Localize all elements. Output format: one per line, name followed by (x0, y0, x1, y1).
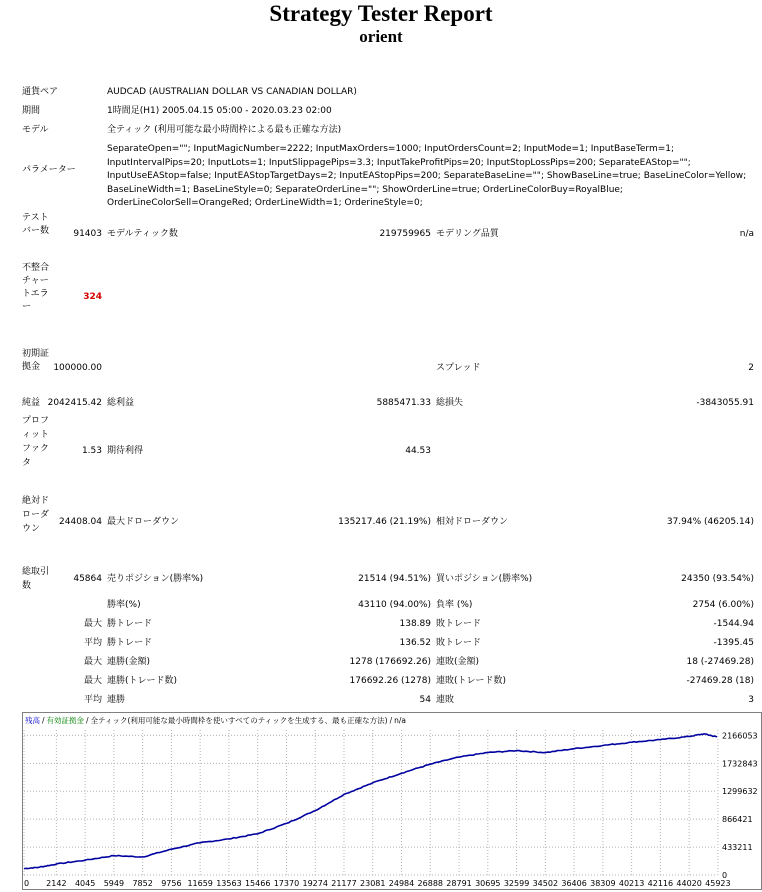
x-tick-label: 44020 (676, 879, 702, 888)
rel-dd-value: 37.94% (46205.14) (666, 517, 754, 527)
short-label: 売りポジション(勝率%) (107, 574, 204, 584)
avg-win-value: 136.52 (399, 638, 431, 648)
cons-win-count-value: 176692.26 (1278) (349, 676, 431, 686)
largest-loss-value: -1544.94 (713, 619, 754, 629)
cons-loss-money-value: 18 (-27469.28) (686, 657, 754, 667)
x-tick-label: 30695 (475, 879, 501, 888)
win-label: 勝率(%) (107, 600, 141, 610)
ticks-label: モデルティック数 (107, 229, 178, 239)
trades-label: 総取引数 (22, 567, 50, 591)
abs-dd-label: 絶対ドローダウン (22, 496, 50, 534)
loss-label: 負率 (%) (436, 600, 473, 610)
balance-chart (22, 712, 762, 890)
gross-loss-label: 総損失 (436, 398, 464, 408)
legend-sep-1: / (42, 716, 45, 725)
payoff-value: 44.53 (405, 446, 431, 456)
x-tick-label: 34502 (532, 879, 559, 888)
net-label: 純益 (22, 398, 41, 408)
avg-cons-win-label: 連勝 (107, 695, 126, 705)
bars-value: 91403 (73, 229, 102, 239)
x-tick-label: 13563 (216, 879, 242, 888)
symbol-label: 通貨ペア (22, 87, 59, 97)
x-tick-label: 32599 (503, 879, 530, 888)
legend-balance: 残高 (25, 716, 40, 725)
long-label: 買いポジション(勝率%) (436, 574, 533, 584)
rel-dd-label: 相対ドローダウン (436, 517, 509, 527)
x-tick-label: 17370 (273, 879, 300, 888)
avg-loss-value: -1395.45 (713, 638, 754, 648)
max-cons-money-word: 最大 (83, 657, 102, 667)
net-value: 2042415.42 (47, 398, 102, 408)
ticks-value: 219759965 (379, 229, 431, 239)
y-tick-label: 0 (722, 871, 728, 880)
payoff-label: 期待利得 (107, 446, 144, 456)
ea-name: orient (359, 27, 403, 46)
cons-win-money-label: 連勝(金額) (107, 657, 151, 667)
quality-label: モデリング品質 (436, 229, 499, 239)
model-value: 全ティック (利用可能な最小時間枠による最も正確な方法) (107, 125, 342, 135)
chart-legend (25, 715, 406, 725)
avg-cons-word: 平均 (83, 695, 102, 705)
params-value: SeparateOpen=""; InputMagicNumber=2222; InputMaxOrders=1000; InputOrdersCount=2; InputMode=1; InputBaseTerm=1; InputIntervalPips=20; InputLots=1; InputSlippagePips=3.3; InputTakeProfitPips=20; InputStopLossPips=200; SeparateEAStop=""; InputUseEAStop=false; InputEAStopTargetDays=2; InputEAStopPips=200; SeparateBaseLine=""; ShowBaseLine=true; BaseLineColor=Yellow; BaseLineWidth=1; BaseLineStyle=0; SeparateOrderLine=""; ShowOrderLine=true; OrderLineColorBuy=RoyalBlue; OrderLineColorSell=OrangeRed; OrderLineWidth=1; OrderineStyle=0; (107, 144, 747, 208)
legend-equity: 有効証拠金 (46, 716, 85, 725)
cons-win-money-value: 1278 (176692.26) (349, 657, 431, 667)
pf-label: プロフィットファクタ (22, 416, 50, 468)
avg-cons-loss-label: 連敗 (436, 695, 455, 705)
largest-win-value: 138.89 (399, 619, 431, 629)
x-tick-label: 28791 (446, 879, 472, 888)
x-tick-label: 40213 (618, 879, 645, 888)
legend-model: 全ティック(利用可能な最小時間枠を使いすべてのティックを生成する、最も正確な方法) (90, 716, 388, 725)
x-tick-label: 11659 (187, 879, 213, 888)
model-label: モデル (22, 125, 49, 135)
max-dd-label: 最大ドローダウン (107, 517, 180, 527)
x-tick-label: 4045 (74, 879, 96, 888)
x-tick-label: 24984 (388, 879, 415, 888)
avg-cons-win-value: 54 (419, 695, 431, 705)
x-tick-label: 23081 (360, 879, 386, 888)
bars-label: テストバー数 (22, 213, 50, 236)
x-tick-label: 15466 (244, 879, 271, 888)
y-tick-label: 1732843 (722, 759, 758, 769)
y-tick-label: 2166053 (722, 731, 758, 741)
x-tick-label: 42116 (647, 879, 674, 888)
x-tick-label: 19274 (302, 879, 328, 888)
spread-label: スプレッド (436, 363, 481, 373)
average-word: 平均 (83, 638, 102, 648)
symbol-value: AUDCAD (AUSTRALIAN DOLLAR VS CANADIAN DOLLAR) (107, 87, 357, 97)
x-tick-label: 38309 (590, 879, 616, 888)
legend-sep-2: / (86, 716, 89, 725)
max-dd-value: 135217.46 (21.19%) (338, 517, 431, 527)
x-tick-label: 7852 (132, 879, 153, 888)
spread-value: 2 (748, 363, 754, 373)
x-tick-label: 5949 (103, 879, 125, 888)
max-cons-count-word: 最大 (83, 676, 102, 686)
largest-win-label: 勝トレード (107, 619, 153, 629)
quality-value: n/a (739, 229, 754, 239)
params-label: パラメーター (22, 165, 76, 175)
short-value: 21514 (94.51%) (358, 574, 431, 584)
period-value: 1時間足(H1) 2005.04.15 05:00 - 2020.03.23 02:00 (107, 106, 332, 116)
x-tick-label: 9756 (161, 879, 182, 888)
x-tick-label: 26888 (417, 879, 444, 888)
x-tick-label: 36406 (561, 879, 587, 888)
gross-loss-value: -3843055.91 (696, 398, 754, 408)
abs-dd-value: 24408.04 (59, 517, 102, 527)
x-tick-label: 0 (24, 879, 30, 888)
mismatch-label: 不整合チャートエラー (22, 263, 50, 312)
y-tick-label: 866421 (722, 815, 753, 825)
avg-cons-loss-value: 3 (748, 695, 754, 705)
x-tick-label: 2142 (46, 879, 67, 888)
legend-quality: n/a (394, 716, 406, 725)
gross-profit-value: 5885471.33 (376, 398, 431, 408)
y-tick-label: 433211 (722, 843, 753, 853)
avg-loss-label: 敗トレード (436, 638, 482, 648)
x-tick-label: 45923 (705, 879, 731, 888)
cons-loss-count-label: 連敗(トレード数) (436, 676, 507, 686)
period-label: 期間 (22, 106, 41, 116)
loss-value: 2754 (6.00%) (692, 600, 754, 610)
win-value: 43110 (94.00%) (358, 600, 431, 610)
y-tick-label: 1299632 (722, 787, 758, 797)
avg-win-label: 勝トレード (107, 638, 153, 648)
largest-loss-label: 敗トレード (436, 619, 482, 629)
cons-win-count-label: 連勝(トレード数) (107, 676, 178, 686)
deposit-label: 初期証拠金 (22, 349, 50, 372)
deposit-value: 100000.00 (53, 363, 102, 373)
long-value: 24350 (93.54%) (681, 574, 754, 584)
legend-sep-3: / (389, 716, 393, 725)
cons-loss-money-label: 連敗(金額) (436, 657, 480, 667)
chart-frame (23, 713, 762, 890)
largest-word: 最大 (83, 619, 102, 629)
report-title: Strategy Tester Report (269, 1, 493, 26)
gross-profit-label: 総利益 (107, 398, 135, 408)
trades-value: 45864 (73, 574, 102, 584)
mismatch-value: 324 (83, 292, 102, 302)
x-tick-label: 21177 (331, 879, 357, 888)
pf-value: 1.53 (81, 446, 102, 456)
cons-loss-count-value: -27469.28 (18) (686, 676, 754, 686)
